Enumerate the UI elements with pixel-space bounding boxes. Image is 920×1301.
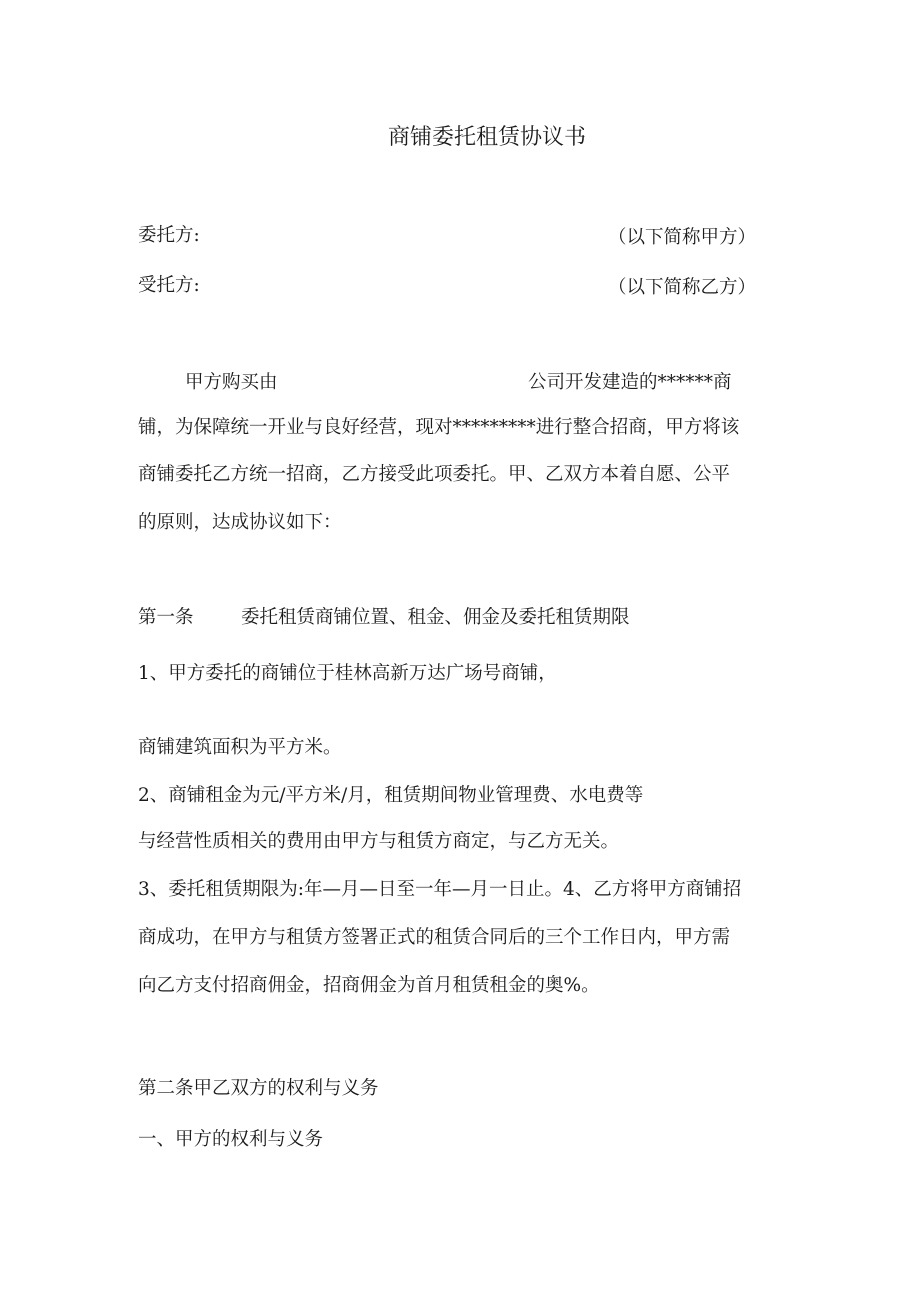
intro-line4: 的原则，达成协议如下：	[138, 512, 342, 533]
intro-line2: 铺，为保障统一开业与良好经营，现对*********进行整合招商，甲方将该	[138, 417, 740, 438]
article1-item1: 1、甲方委托的商铺位于桂林高新万达广场号商铺，	[138, 663, 557, 684]
client-label: 委托方:	[138, 225, 200, 246]
article1-item3-cont2: 向乙方支付招商佣金，招商佣金为首月租赁租金的奥%。	[138, 975, 600, 996]
client-note: （以下简称甲方）	[608, 227, 757, 248]
article1-item1-cont: 商铺建筑面积为平方米。	[138, 737, 342, 758]
article2-heading: 第二条甲乙双方的权利与义务	[138, 1078, 379, 1099]
article1-item3: 3、委托租赁期限为:年—月—日至一年—月一日止。4、乙方将甲方商铺招	[138, 879, 742, 900]
article1-heading: 委托租赁商铺位置、租金、佣金及委托租赁期限	[241, 607, 630, 628]
intro-line1-b: 公司开发建造的******商	[528, 372, 732, 393]
article1-item2-cont: 与经营性质相关的费用由甲方与租赁方商定，与乙方无关。	[138, 831, 620, 852]
document-title: 商铺委托租赁协议书	[388, 125, 587, 150]
article1-item3-cont1: 商成功，在甲方与租赁方签署正式的租赁合同后的三个工作日内，甲方需	[138, 927, 731, 948]
article1-number: 第一条	[138, 607, 194, 628]
intro-line3: 商铺委托乙方统一招商，乙方接受此项委托。甲、乙双方本着自愿、公平	[138, 464, 731, 485]
agent-label: 受托方:	[138, 275, 200, 296]
intro-line1-a: 甲方购买由	[185, 372, 278, 393]
agent-note: （以下简称乙方）	[608, 277, 757, 298]
article1-item2: 2、商铺租金为元/平方米/月，租赁期间物业管理费、水电费等	[138, 785, 644, 806]
article2-sub1: 一、甲方的权利与义务	[138, 1129, 324, 1150]
